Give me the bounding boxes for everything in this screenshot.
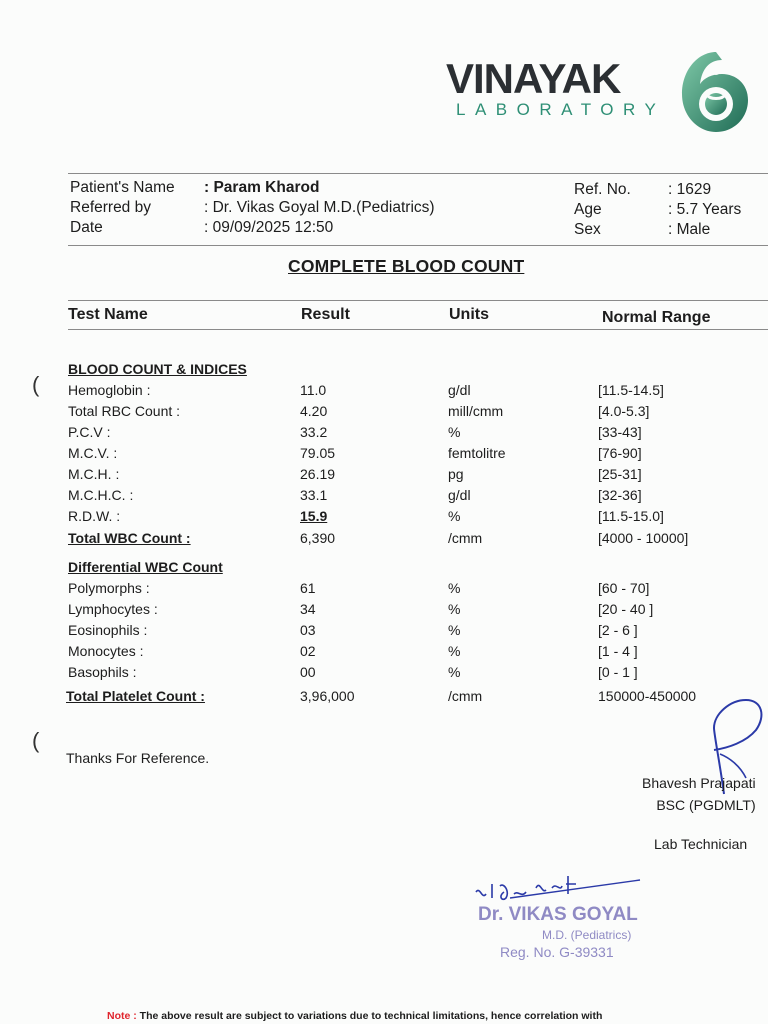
test-unit: % [448,508,461,524]
technician-name: Bhavesh Prajapati [642,775,756,791]
test-range: [33-43] [598,424,642,440]
test-unit: g/dl [448,382,471,398]
table-row [0,403,768,424]
stamp-doctor-name: Dr. VIKAS GOYAL [478,904,638,925]
patient-name-value: : Param Kharod [204,179,320,196]
col-test-name: Test Name [68,306,148,323]
test-unit: g/dl [448,487,471,503]
test-result: 33.1 [300,487,328,503]
table-row [0,601,768,622]
report-title: COMPLETE BLOOD COUNT [288,256,525,276]
table-row [0,424,768,445]
test-name: Polymorphs : [68,580,150,596]
date-value: : 09/09/2025 12:50 [204,219,334,236]
table-row [0,688,768,709]
test-name: Hemoglobin : [68,382,151,398]
test-range: [60 - 70] [598,580,650,596]
test-unit: % [448,622,461,638]
test-name: P.C.V : [68,424,111,440]
table-row [0,487,768,508]
stamp-doctor-degree: M.D. (Pediatrics) [542,928,632,942]
referred-by-label: Referred by [70,199,151,216]
ref-no-label: Ref. No. [574,181,631,198]
table-row [0,664,768,685]
date-label: Date [70,219,103,236]
test-unit: pg [448,466,464,482]
test-unit: % [448,580,461,596]
table-row [0,382,768,403]
test-result-abnormal: 15.9 [300,508,328,524]
test-result: 79.05 [300,445,336,461]
technician-degree: BSC (PGDMLT) [656,797,756,813]
test-name: Total WBC Count : [68,530,191,546]
thanks-text: Thanks For Reference. [66,750,210,766]
test-name: Total RBC Count : [68,403,181,419]
patient-name-label: Patient's Name [70,179,175,196]
test-unit: % [448,424,461,440]
patient-values [204,178,435,238]
test-range: [11.5-14.5] [598,382,664,398]
note-text: The above result are subject to variations due to technical limitations, hence correlation with [139,1010,603,1022]
footer-note [107,1010,602,1022]
technician-block [642,772,756,816]
test-range: [2 - 6 ] [598,622,638,638]
test-name: Eosinophils : [68,622,148,638]
lab-subtitle: LABORATORY [456,100,666,119]
patient-labels [70,178,175,238]
test-result: 6,390 [300,530,336,546]
patient-divider [68,245,768,246]
test-range: [0 - 1 ] [598,664,638,680]
test-range: [4.0-5.3] [598,403,650,419]
test-unit: /cmm [448,688,483,704]
test-result: 34 [300,601,316,617]
test-name: Total Platelet Count : [66,688,205,704]
lab-name: VINAYAK [446,55,621,102]
col-units: Units [449,306,489,323]
punch-hole-mark: ( [32,728,40,753]
test-unit: femtolitre [448,445,506,461]
table-row [0,445,768,466]
test-name: Basophils : [68,664,137,680]
test-unit: % [448,601,461,617]
test-name: M.C.V. : [68,445,118,461]
col-normal-range: Normal Range [602,309,711,326]
test-result: 33.2 [300,424,328,440]
test-name: R.D.W. : [68,508,121,524]
test-result: 03 [300,622,316,638]
test-result: 61 [300,580,316,596]
table-row [0,508,768,529]
header-divider [68,173,768,174]
table-row [0,466,768,487]
test-result: 3,96,000 [300,688,355,704]
test-name: Monocytes : [68,643,144,659]
age-value: : 5.7 Years [668,201,742,218]
ref-values [668,180,741,240]
sex-label: Sex [574,221,601,238]
note-label: Note : [107,1010,137,1022]
test-result: 11.0 [300,382,327,398]
test-name: M.C.H. : [68,466,120,482]
sex-value: : Male [668,221,711,238]
stamp-registration: Reg. No. G-39331 [500,944,614,960]
test-name: M.C.H.C. : [68,487,134,503]
referred-by-value: : Dr. Vikas Goyal M.D.(Pediatrics) [204,199,435,216]
age-label: Age [574,201,602,218]
ref-labels [574,180,631,240]
test-name: Lymphocytes : [68,601,158,617]
test-range: 150000-450000 [598,688,697,704]
test-range: [4000 - 10000] [598,530,689,546]
col-result: Result [301,306,350,323]
punch-hole-mark: ( [32,372,40,397]
test-result: 4.20 [300,403,328,419]
table-row [0,580,768,601]
ref-no-value: : 1629 [668,181,712,198]
test-range: [32-36] [598,487,642,503]
test-unit: /cmm [448,530,483,546]
test-range: [25-31] [598,466,642,482]
test-result: 02 [300,643,316,659]
test-range: [20 - 40 ] [598,601,654,617]
table-header-bottom-line [68,329,768,330]
technician-role: Lab Technician [654,836,748,852]
test-result: 00 [300,664,316,680]
table-header-top-line [68,300,768,301]
test-range: [11.5-15.0] [598,508,664,524]
table-row [0,530,768,551]
test-range: [76-90] [598,445,642,461]
vinayak-lab-logo-icon [676,48,752,134]
section-blood-count: BLOOD COUNT & INDICES [68,361,247,377]
test-unit: % [448,664,461,680]
test-unit: mill/cmm [448,403,504,419]
table-row [0,622,768,643]
table-row [0,643,768,664]
section-differential-wbc: Differential WBC Count [68,559,223,575]
test-unit: % [448,643,461,659]
test-result: 26.19 [300,466,336,482]
test-range: [1 - 4 ] [598,643,638,659]
